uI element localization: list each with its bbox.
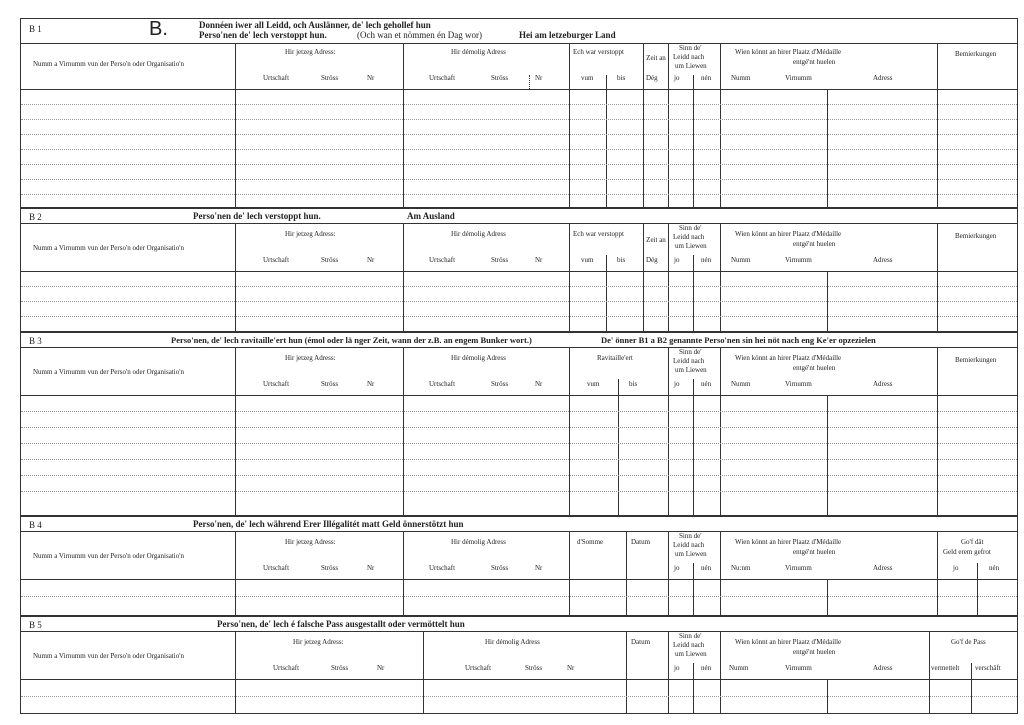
col-address: Adress — [873, 256, 893, 264]
col-alive-3: um Liewen — [675, 366, 707, 374]
col-no: nén — [701, 664, 712, 672]
col-street: Ströss — [331, 664, 349, 672]
col-alive-3: um Liewen — [675, 550, 707, 558]
section-b5 — [20, 616, 1018, 714]
col-to: bis — [617, 74, 626, 82]
col-alive-2: Leidd nach — [673, 641, 705, 649]
col-name: Numm a Virnumm vun der Perso'n oder Organisatio'n — [33, 60, 184, 68]
col-alive-3: um Liewen — [675, 650, 707, 658]
col-surname: Nu:nm — [731, 564, 751, 572]
col-address: Adress — [873, 664, 893, 672]
col-name: Numm a Virnumm vun der Perso'n oder Organisatio'n — [33, 368, 184, 376]
col-hidden: Ech war verstoppt — [573, 230, 624, 238]
section-b2 — [20, 208, 1018, 332]
col-alive-2: Leidd nach — [673, 541, 705, 549]
col-nr: Nr — [535, 380, 543, 388]
col-name: Numm a Virnumm vun der Perso'n oder Organisatio'n — [33, 244, 184, 252]
col-current-address: Hir jetzeg Adress: — [285, 230, 336, 238]
col-yes: jo — [674, 74, 680, 82]
col-no: nén — [701, 256, 712, 264]
col-days: Dég — [646, 74, 658, 82]
col-to: bis — [617, 256, 626, 264]
col-no: nén — [701, 564, 712, 572]
col-street: Ströss — [321, 256, 339, 264]
col-medal-1: Wien könnt an hirer Plaatz d'Médaille — [735, 48, 842, 56]
col-town: Urtschaft — [429, 380, 456, 388]
col-remarks: Bemierkungen — [955, 50, 997, 58]
section-title: Perso'nen, de' lech é falsche Pass ausgestallt oder vermöttelt hun — [217, 619, 465, 629]
col-from: vum — [581, 256, 594, 264]
col-firstname: Virnumm — [785, 664, 812, 672]
col-pass: Go'f de Pass — [951, 638, 986, 646]
col-street: Ströss — [491, 74, 509, 82]
col-medal-2: entgé'nt huelen — [793, 364, 836, 372]
col-town: Urtschaft — [273, 664, 300, 672]
col-alive-1: Sinn de' — [679, 224, 702, 232]
col-hidden: Ech war verstoppt — [573, 48, 624, 56]
col-to: bis — [629, 380, 638, 388]
col-days: Dég — [646, 256, 658, 264]
section-title: Perso'nen de' lech verstoppt hun. — [193, 211, 321, 221]
col-firstname: Virnumm — [785, 380, 812, 388]
section-b4 — [20, 516, 1018, 616]
col-address: Adress — [873, 564, 893, 572]
col-from: vum — [587, 380, 600, 388]
col-street: Ströss — [321, 74, 339, 82]
col-alive-1: Sinn de' — [679, 348, 702, 356]
col-town: Urtschaft — [263, 380, 290, 388]
col-sum: d'Somme — [577, 538, 604, 546]
col-nr: Nr — [377, 664, 385, 672]
col-gave-2: Geld erem gefrot — [943, 548, 991, 556]
col-remarks: Bemierkungen — [955, 356, 997, 364]
section-code: B 1 — [29, 24, 42, 34]
col-medal-1: Wien könnt an hirer Plaatz d'Médaille — [735, 230, 842, 238]
col-firstname: Virnumm — [785, 74, 812, 82]
col-no: nén — [989, 564, 1000, 572]
section-location: Am Ausland — [407, 211, 455, 221]
col-alive-3: um Liewen — [675, 242, 707, 250]
col-yes: jo — [674, 256, 680, 264]
col-old-address: Hir démolig Adress — [451, 354, 506, 362]
col-old-address: Hir démolig Adress — [451, 230, 506, 238]
col-old-address: Hir démolig Adress — [451, 48, 506, 56]
col-yes: jo — [674, 380, 680, 388]
col-nr: Nr — [367, 74, 375, 82]
section-title: Perso'nen, de' lech ravitaille'ert hun (émol oder lä nger Zeit, wann der z.B. an engem Bunker wort.) — [171, 335, 532, 345]
col-town: Urtschaft — [465, 664, 492, 672]
col-nr: Nr — [367, 564, 375, 572]
col-current-address: Hir jetzeg Adress: — [285, 48, 336, 56]
col-no: nén — [701, 380, 712, 388]
col-current-address: Hir jetzeg Adress: — [293, 638, 344, 646]
col-remarks: Bemierkungen — [955, 232, 997, 240]
section-b1 — [20, 18, 1018, 208]
col-medal-2: entgé'nt huelen — [793, 240, 836, 248]
col-nr: Nr — [367, 380, 375, 388]
col-address: Adress — [873, 74, 893, 82]
col-medal-2: entgé'nt huelen — [793, 648, 836, 656]
col-alive-1: Sinn de' — [679, 532, 702, 540]
col-firstname: Virnumm — [785, 564, 812, 572]
col-name: Numm a Virnumm vun der Perso'n oder Organisatio'n — [33, 652, 184, 660]
col-old-address: Hir démolig Adress — [485, 638, 540, 646]
col-nr: Nr — [535, 256, 543, 264]
section-title: Perso'nen, de' lech während Erer Illégalitét matt Geld önnerstötzt hun — [193, 519, 464, 529]
col-nr: Nr — [535, 564, 543, 572]
col-surname: Numm — [731, 380, 751, 388]
col-street: Ströss — [321, 380, 339, 388]
col-town: Urtschaft — [429, 74, 456, 82]
col-medal-2: entgé'nt huelen — [793, 548, 836, 556]
col-old-address: Hir démolig Adress — [451, 538, 506, 546]
col-street: Ströss — [525, 664, 543, 672]
section-note: (Och wan et nömmen én Dag wor) — [357, 30, 482, 40]
col-alive-2: Leidd nach — [673, 53, 705, 61]
col-made: verschäft — [975, 664, 1001, 672]
col-current-address: Hir jetzeg Adress: — [285, 538, 336, 546]
col-nr: Nr — [367, 256, 375, 264]
col-medal-1: Wien könnt an hirer Plaatz d'Médaille — [735, 638, 842, 646]
col-firstname: Virnumm — [785, 256, 812, 264]
col-time: Zeit an — [646, 236, 666, 244]
col-alive-2: Leidd nach — [673, 233, 705, 241]
col-street: Ströss — [491, 256, 509, 264]
col-alive-1: Sinn de' — [679, 632, 702, 640]
col-town: Urtschaft — [263, 256, 290, 264]
col-arranged: vermettelt — [931, 664, 960, 672]
col-yes: jo — [674, 664, 680, 672]
col-current-address: Hir jetzeg Adress: — [285, 354, 336, 362]
col-surname: Numm — [731, 74, 751, 82]
section-code: B 2 — [29, 212, 42, 222]
col-town: Urtschaft — [429, 564, 456, 572]
section-note: De' önner B1 a B2 genannte Perso'nen sin hei nöt nach eng Ke'er opzezielen — [601, 335, 876, 345]
section-code: B 4 — [29, 520, 42, 530]
section-title: Donnéen iwer all Leidd, och Auslänner, de' lech gehollef hun — [199, 20, 431, 30]
col-date: Datum — [631, 638, 651, 646]
col-street: Ströss — [321, 564, 339, 572]
col-alive-1: Sinn de' — [679, 44, 702, 52]
col-yes: jo — [674, 564, 680, 572]
col-time: Zeit an — [646, 54, 666, 62]
section-subtitle: Perso'nen de' lech verstoppt hun. — [199, 30, 327, 40]
col-no: nén — [701, 74, 712, 82]
section-code: B 5 — [29, 620, 42, 630]
col-medal-1: Wien könnt an hirer Plaatz d'Médaille — [735, 538, 842, 546]
section-b3 — [20, 332, 1018, 516]
col-name: Numm a Virnumm vun der Perso'n oder Organisatio'n — [33, 552, 184, 560]
col-supplied: Ravitaille'ert — [597, 354, 633, 362]
col-nr: Nr — [535, 74, 543, 82]
col-gave-1: Go'f dät — [961, 538, 984, 546]
col-from: vum — [581, 74, 594, 82]
col-surname: Numm — [729, 664, 749, 672]
col-medal-1: Wien könnt an hirer Plaatz d'Médaille — [735, 354, 842, 362]
col-alive-2: Leidd nach — [673, 357, 705, 365]
form-letter: B. — [149, 18, 168, 40]
col-address: Adress — [873, 380, 893, 388]
col-medal-2: entgé'nt huelen — [793, 58, 836, 66]
section-code: B 3 — [29, 336, 42, 346]
col-nr: Nr — [567, 664, 575, 672]
section-location: Hei am letzeburger Land — [519, 30, 616, 40]
col-date: Datum — [631, 538, 651, 546]
col-street: Ströss — [491, 380, 509, 388]
col-town: Urtschaft — [263, 564, 290, 572]
col-yes: jo — [953, 564, 959, 572]
col-surname: Numm — [731, 256, 751, 264]
col-town: Urtschaft — [429, 256, 456, 264]
col-alive-3: um Liewen — [675, 62, 707, 70]
col-street: Ströss — [491, 564, 509, 572]
col-town: Urtschaft — [263, 74, 290, 82]
